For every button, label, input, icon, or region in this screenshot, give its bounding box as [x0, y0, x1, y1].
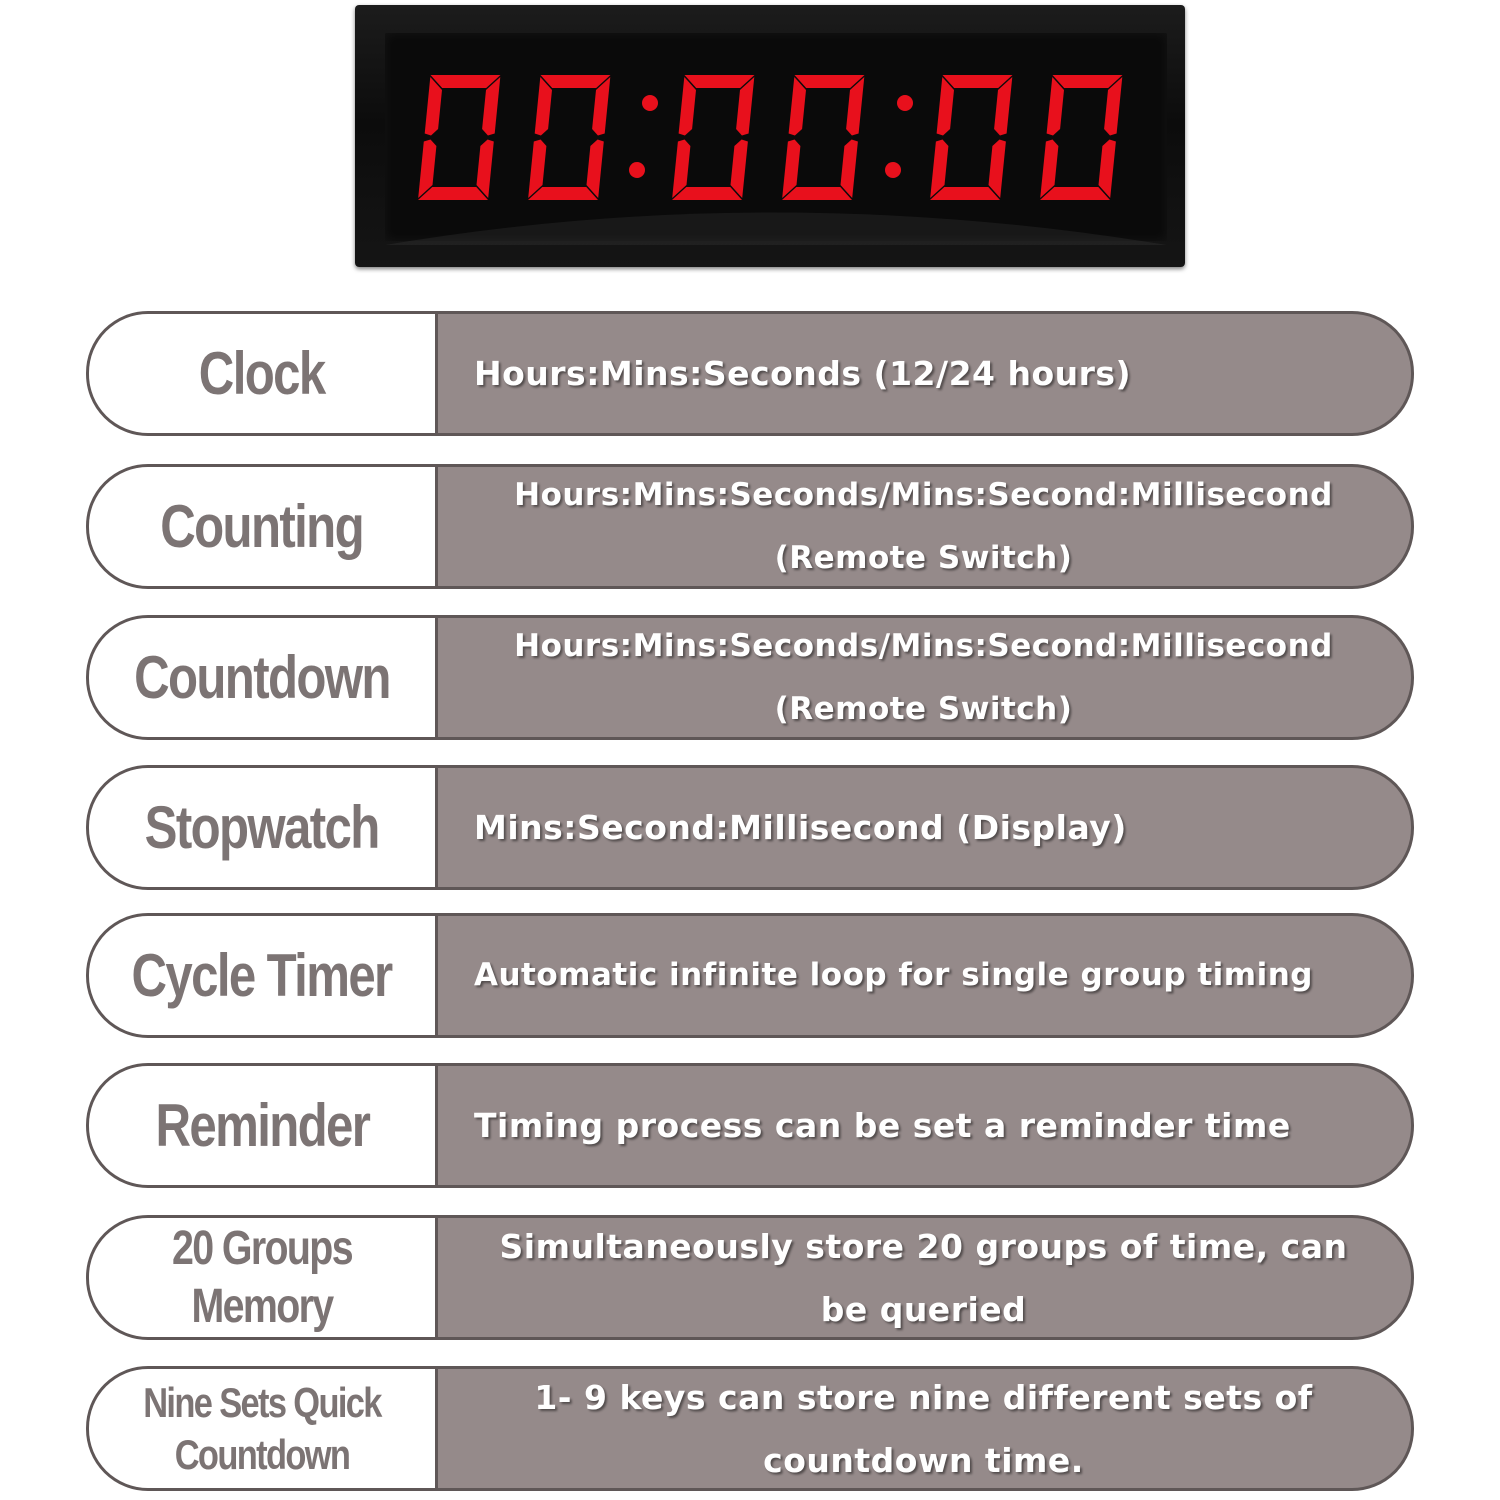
feature-label: Clock	[199, 339, 325, 407]
feature-label: Counting	[160, 492, 364, 560]
feature-row-clock	[86, 311, 1414, 436]
led-segment	[418, 187, 488, 200]
led-segment	[1099, 140, 1116, 199]
led-segment	[679, 77, 696, 136]
feature-description: Hours:Mins:Seconds (12/24 hours)	[474, 354, 1132, 393]
feature-label: Nine Sets Quick Countdown	[143, 1378, 381, 1478]
led-segment	[937, 77, 954, 136]
feature-description-box	[438, 1218, 1411, 1337]
led-segment	[587, 140, 604, 199]
feature-row-countdown	[86, 615, 1414, 740]
led-segment	[841, 140, 858, 199]
feature-row-20-groups-memory	[86, 1215, 1414, 1340]
led-colon-dot	[885, 162, 901, 178]
feature-description-box	[438, 768, 1411, 887]
led-segment	[685, 75, 755, 88]
led-segment	[789, 77, 806, 136]
feature-label: Cycle Timer	[131, 941, 393, 1009]
feature-description: 1- 9 keys can store nine different sets of countdown time.	[534, 1377, 1313, 1480]
led-segment	[672, 187, 742, 200]
feature-row-counting	[86, 464, 1414, 589]
led-segment	[1053, 75, 1123, 88]
led-segment	[795, 75, 865, 88]
led-segment	[731, 140, 748, 199]
feature-description: Timing process can be set a reminder time	[474, 1106, 1291, 1145]
feature-label-box	[89, 314, 438, 433]
feature-row-nine-sets-quick-countdown	[86, 1366, 1414, 1491]
feature-label: Reminder	[155, 1091, 369, 1159]
feature-description: Automatic infinite loop for single group timing	[474, 957, 1313, 993]
feature-description-box	[438, 1066, 1411, 1185]
feature-row-reminder	[86, 1063, 1414, 1188]
feature-label-box	[89, 1218, 438, 1337]
feature-label-box	[89, 768, 438, 887]
feature-label: Countdown	[134, 643, 390, 711]
feature-label-box	[89, 618, 438, 737]
feature-description-box	[438, 1369, 1411, 1488]
feature-description-box	[438, 618, 1411, 737]
feature-description: Hours:Mins:Seconds/Mins:Second:Millisecond (Remote Switch)	[514, 627, 1333, 727]
led-segment	[535, 77, 552, 136]
led-segment	[989, 140, 1006, 199]
led-timer-display	[355, 5, 1185, 267]
glass-reflection	[385, 213, 1167, 246]
led-segment	[1040, 187, 1110, 200]
feature-label-box	[89, 1369, 438, 1488]
feature-row-cycle-timer	[86, 913, 1414, 1038]
led-segment	[477, 140, 494, 199]
led-colon-dot	[897, 95, 913, 111]
feature-description-box	[438, 314, 1411, 433]
feature-description: Simultaneously store 20 groups of time, can be queried	[499, 1226, 1348, 1329]
led-segment	[528, 187, 598, 200]
led-colon-dot	[642, 95, 658, 111]
led-segment	[1047, 77, 1064, 136]
feature-description: Hours:Mins:Seconds/Mins:Second:Millisecond (Remote Switch)	[514, 476, 1333, 576]
feature-label-box	[89, 916, 438, 1035]
feature-label: Stopwatch	[145, 793, 379, 861]
led-segment	[425, 77, 442, 136]
led-segment	[782, 187, 852, 200]
led-colon-dot	[629, 162, 645, 178]
led-segment	[943, 75, 1013, 88]
led-segment	[431, 75, 501, 88]
feature-description: Mins:Second:Millisecond (Display)	[474, 808, 1127, 847]
led-segment	[930, 187, 1000, 200]
feature-description-box	[438, 916, 1411, 1035]
feature-description-box	[438, 467, 1411, 586]
feature-label: 20 Groups Memory	[172, 1221, 352, 1333]
feature-label-box	[89, 467, 438, 586]
feature-label-box	[89, 1066, 438, 1185]
led-digits	[355, 5, 1185, 267]
feature-row-stopwatch	[86, 765, 1414, 890]
led-segment	[541, 75, 611, 88]
